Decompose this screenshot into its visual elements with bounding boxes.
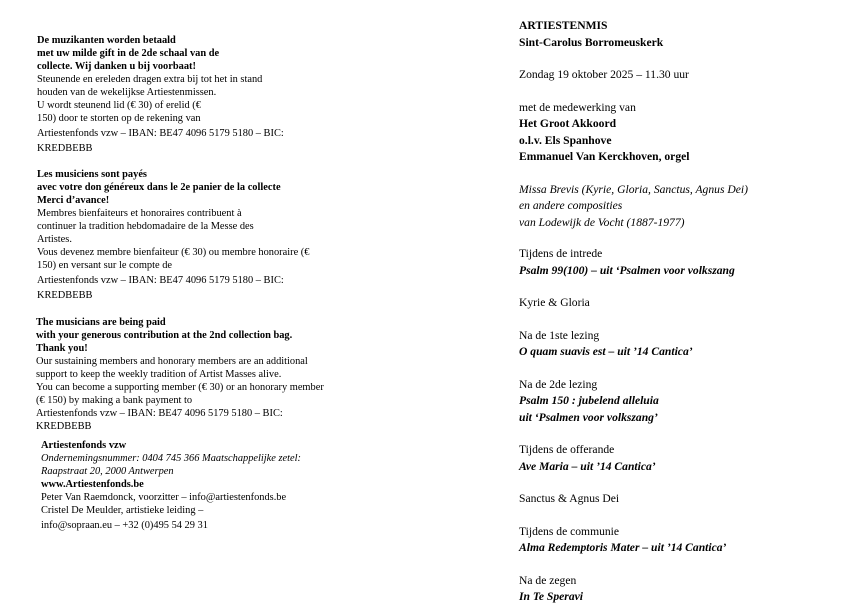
french-notice — [37, 168, 309, 302]
dutch-body-line: 150) door te storten op de rekening van — [37, 113, 201, 124]
works-line: van Lodewijk de Vocht (1887-1977) — [519, 215, 685, 229]
program-label: Na de 1ste lezing — [519, 328, 600, 342]
registration-line: Ondernemingsnummer: 0404 745 366 Maatschappelijke zetel: — [41, 453, 302, 464]
dutch-body-line: Steunende en ereleden dragen extra bij tot het in stand — [37, 74, 263, 85]
program-item — [519, 573, 839, 606]
right-column — [519, 18, 839, 606]
dutch-body-line: houden van de wekelijkse Artiestenmissen. — [37, 87, 217, 98]
performer-line: Emmanuel Van Kerckhoven, orgel — [519, 150, 690, 163]
program-piece: Alma Redemptoris Mater – uit ’14 Cantica’ — [519, 541, 727, 554]
dutch-notice — [37, 34, 284, 155]
program-label: Sanctus & Agnus Dei — [519, 492, 620, 505]
english-body-line: (€ 150) by making a bank payment to — [36, 395, 193, 406]
program-piece: uit ‘Psalmen voor volkszang’ — [519, 410, 658, 424]
works-line: Missa Brevis (Kyrie, Gloria, Sanctus, Agnus Dei) — [519, 182, 748, 196]
french-body-line: 150) en versant sur le compte de — [37, 260, 173, 271]
english-title-line: with your generous contribution at the 2nd collection bag. — [36, 330, 293, 341]
french-title-line: Les musiciens sont payés — [37, 169, 147, 180]
program-piece: O quam suavis est – uit ’14 Cantica’ — [519, 345, 693, 358]
french-body-line: Artiestenfonds vzw – IBAN: BE47 4096 5179 5180 – BIC: — [37, 275, 284, 286]
organization-footer — [41, 439, 301, 532]
english-title-line: Thank you! — [36, 343, 88, 354]
collaboration-intro: met de medewerking van — [519, 100, 636, 114]
french-body-line: KREDBEBB — [37, 290, 93, 301]
program-label: Tijdens de intrede — [519, 247, 603, 260]
organization-name: Artiestenfonds vzw — [41, 440, 127, 451]
program-label: Tijdens de offerande — [519, 443, 615, 456]
works-line: en andere composities — [519, 199, 623, 212]
program-piece: Ave Maria – uit ’14 Cantica’ — [519, 459, 656, 473]
english-body-line: You can become a supporting member (€ 30) or an honorary member — [36, 382, 324, 393]
french-body-line: Membres bienfaiteurs et honoraires contribuent à — [37, 208, 242, 219]
french-body-line: continuer la tradition hebdomadaire de la Messe des — [37, 221, 254, 232]
english-body-line: Our sustaining members and honorary members are an additional — [36, 356, 308, 367]
program-item — [519, 524, 839, 557]
organization-website: www.Artiestenfonds.be — [41, 479, 144, 490]
program-item — [519, 442, 839, 475]
program-piece: Psalm 150 : jubelend alleluia — [519, 394, 659, 407]
program-item — [519, 246, 839, 279]
registration-line: Raapstraat 20, 2000 Antwerpen — [41, 466, 174, 477]
program-item — [519, 328, 839, 361]
dutch-body-line: KREDBEBB — [37, 143, 93, 154]
church-name: Sint-Carolus Borromeuskerk — [519, 35, 664, 49]
contact-line: info@sopraan.eu – +32 (0)495 54 29 31 — [41, 520, 208, 531]
performer-line: o.l.v. Els Spanhove — [519, 133, 612, 147]
program-piece: In Te Speravi — [519, 590, 583, 603]
dutch-body-line: U wordt steunend lid (€ 30) of erelid (€ — [37, 100, 201, 111]
french-body-line: Vous devenez membre bienfaiteur (€ 30) ou membre honoraire (€ — [37, 247, 310, 258]
french-title-line: avec votre don généreux dans le 2e panier de la collecte — [37, 182, 281, 193]
mass-date: Zondag 19 oktober 2025 – 11.30 uur — [519, 68, 689, 81]
french-title-line: Merci d’avance! — [37, 195, 110, 206]
mass-title: ARTIESTENMIS — [519, 19, 608, 32]
program-label: Kyrie & Gloria — [519, 296, 590, 309]
program-item — [519, 295, 839, 312]
dutch-title-line: met uw milde gift in de 2de schaal van de — [37, 48, 220, 59]
performers-block — [519, 100, 839, 166]
dutch-title-line: De muzikanten worden betaald — [37, 35, 176, 46]
english-title-line: The musicians are being paid — [36, 317, 166, 328]
french-body-line: Artistes. — [37, 234, 72, 245]
english-body-line: KREDBEBB — [36, 421, 92, 432]
english-body-line: Artiestenfonds vzw – IBAN: BE47 4096 5179 5180 – BIC: — [36, 408, 283, 419]
performer-line: Het Groot Akkoord — [519, 117, 617, 130]
mass-header — [519, 18, 839, 51]
program-label: Tijdens de communie — [519, 524, 620, 538]
contact-line: Peter Van Raemdonck, voorzitter – info@artiestenfonds.be — [41, 492, 287, 503]
program-item — [519, 377, 839, 427]
dutch-title-line: collecte. Wij danken u bij voorbaat! — [37, 61, 196, 72]
works-block — [519, 182, 839, 232]
program-item — [519, 491, 839, 508]
program-piece: Psalm 99(100) – uit ‘Psalmen voor volkszang — [519, 263, 735, 277]
english-notice — [36, 316, 324, 433]
program-label: Na de zegen — [519, 573, 577, 587]
english-body-line: support to keep the weekly tradition of Artist Masses alive. — [36, 369, 282, 380]
program-label: Na de 2de lezing — [519, 377, 598, 391]
contact-line: Cristel De Meulder, artistieke leiding – — [41, 505, 204, 516]
dutch-body-line: Artiestenfonds vzw – IBAN: BE47 4096 5179 5180 – BIC: — [37, 128, 284, 139]
